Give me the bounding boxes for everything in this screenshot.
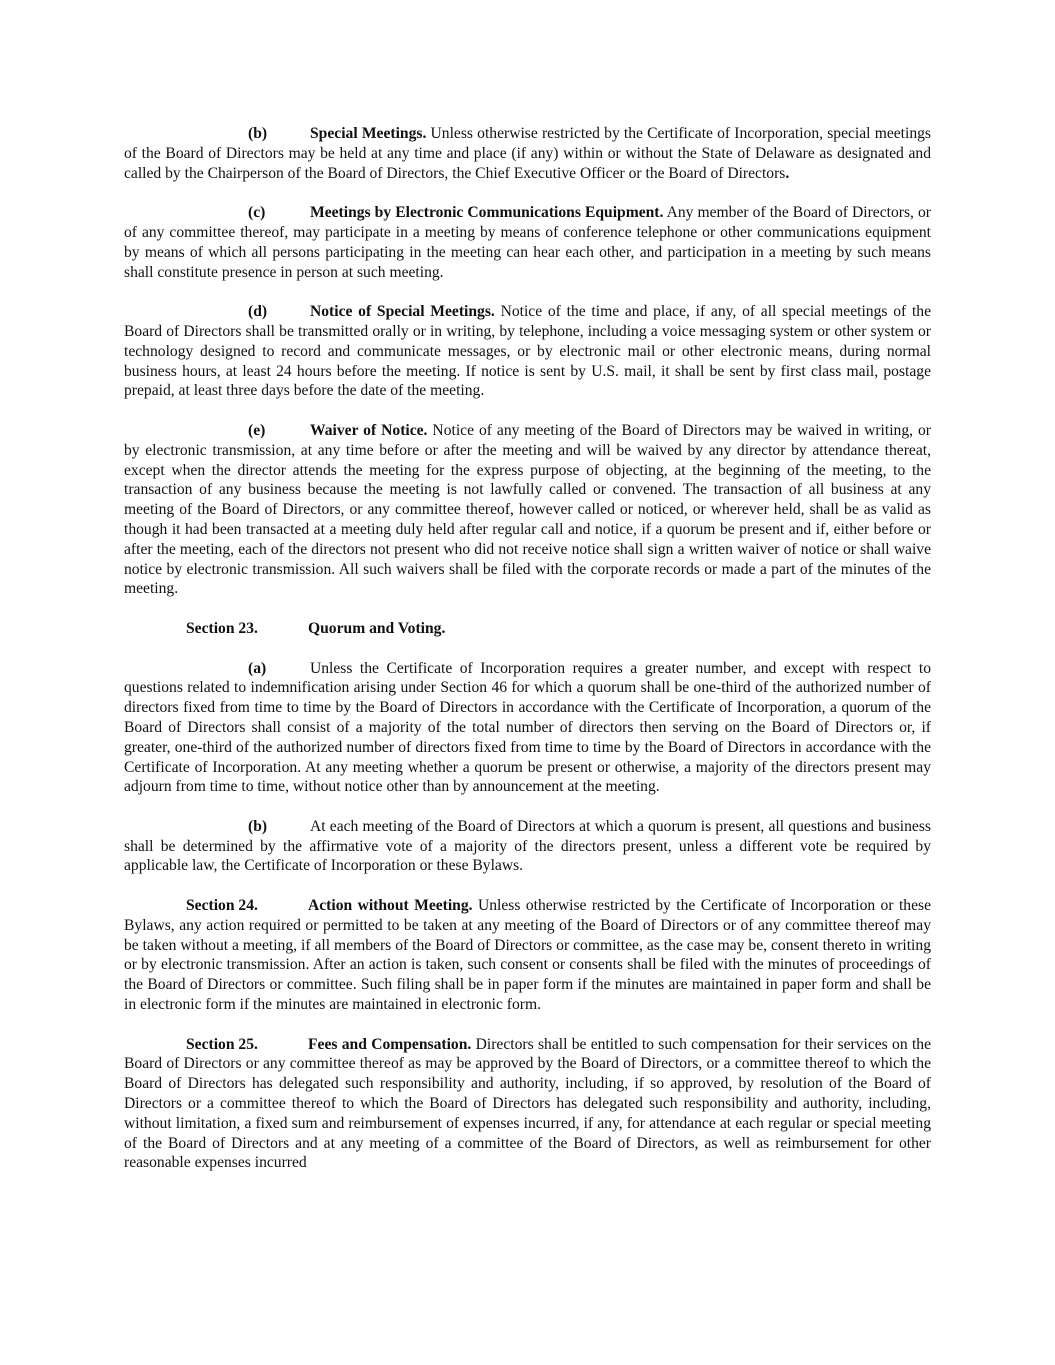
section-title: Action without Meeting. xyxy=(308,897,473,915)
paragraph-label: (d) xyxy=(248,303,268,321)
document-page xyxy=(124,124,931,1193)
paragraph-text: Any member of the Board of Directors, or of any committee thereof, may participate in a meeting by means of conference telephone or other communications equipment by means of which all persons participating in the meeting can hear each other, and participation in a meeting by such means shall constitute presence in person at such meeting. xyxy=(124,204,931,281)
paragraph-title: Notice of Special Meetings. xyxy=(310,303,495,321)
paragraph-label: (a) xyxy=(248,659,267,677)
paragraph-electronic-communications xyxy=(124,203,931,282)
paragraph-title: Special Meetings. xyxy=(310,125,427,142)
section-label: Section 23. xyxy=(186,619,258,637)
paragraph-special-meetings xyxy=(124,124,931,183)
paragraph-text: Unless otherwise restricted by the Certificate of Incorporation, special meetings of the Board of Directors may be held at any time and place (if any) within or without the State of Delaware as designated and called by the Chairperson of the Board of Directors, the Chief Executive Officer or the Board of Directors xyxy=(124,125,931,182)
section-label: Section 24. xyxy=(186,897,258,915)
paragraph-text: Unless the Certificate of Incorporation requires a greater number, and except with respect to questions related to indemnification arising under Section 46 for which a quorum shall be one-third of the authorized number of directors fixed from time to time by the Board of Directors in accordance with the Certificate of Incorporation, a quorum of the Board of Directors shall consist of a majority of the total number of directors then serving on the Board of Directors or, if greater, one-third of the authorized number of directors fixed from time to time by the Board of Directors in accordance with the Certificate of Incorporation. At any meeting whether a quorum be present or otherwise, a majority of the directors present may adjourn from time to time, without notice other than by announcement at the meeting. xyxy=(124,659,931,796)
paragraph-label: (e) xyxy=(248,421,266,439)
section-title: Fees and Compensation. xyxy=(308,1035,472,1053)
paragraph-label: (b) xyxy=(248,817,268,835)
paragraph-notice-special-meetings xyxy=(124,302,931,401)
section-action-without-meeting xyxy=(124,896,931,1015)
paragraph-label: (c) xyxy=(248,204,266,222)
paragraph-waiver-of-notice xyxy=(124,421,931,599)
paragraph-text: Directors shall be entitled to such compensation for their services on the Board of Directors or any committee thereof as may be approved by the Board of Directors, or a committee thereof to which the Board of Directors has delegated such responsibility and authority, including, if so approved, by resolution of the Board of Directors or a committee thereof to which the Board of Directors has delegated such responsibility and authority, including, without limitation, a fixed sum and reimbursement of expenses incurred, if any, for attendance at each regular or special meeting of the Board of Directors and at any meeting of a committee of the Board of Directors, as well as reimbursement for other reasonable expenses incurred xyxy=(124,1035,932,1172)
paragraph-text: Notice of the time and place, if any, of all special meetings of the Board of Directors shall be transmitted orally or in writing, by telephone, including a voice messaging system or other system or technology designed to record and communicate messages, or by electronic mail or other electronic means, during normal business hours, at least 24 hours before the meeting. If notice is sent by U.S. mail, it shall be sent by first class mail, postage prepaid, at least three days before the date of the meeting. xyxy=(124,303,931,400)
section-title: Quorum and Voting. xyxy=(308,619,446,637)
paragraph-title: Meetings by Electronic Communications Equipment. xyxy=(310,204,664,222)
paragraph-quorum-b xyxy=(124,817,931,876)
paragraph-label: (b) xyxy=(248,125,268,142)
paragraph-text: Notice of any meeting of the Board of Directors may be waived in writing, or by electronic transmission, at any time before or after the meeting and will be waived by any director by attendance thereat, except when the director attends the meeting for the express purpose of objecting, at the beginning of the meeting, to the transaction of any business because the meeting is not lawfully called or convened. The transaction of all business at any meeting of the Board of Directors, or any committee thereof, however called or noticed, or wherever held, shall be as valid as though it had been transacted at a meeting duly held after regular call and notice, if a quorum be present and if, either before or after the meeting, each of the directors not present who did not receive notice shall sign a written waiver of notice or shall waive notice by electronic transmission. All such waivers shall be filed with the corporate records or made a part of the minutes of the meeting. xyxy=(124,421,931,598)
paragraph-title: Waiver of Notice. xyxy=(310,421,428,439)
section-heading-quorum-and-voting xyxy=(124,619,931,639)
paragraph-quorum-a xyxy=(124,659,931,798)
section-label: Section 25. xyxy=(186,1035,258,1053)
paragraph-tail: . xyxy=(785,164,790,182)
section-fees-and-compensation xyxy=(124,1035,931,1174)
paragraph-text: At each meeting of the Board of Directors at which a quorum is present, all questions and business shall be determined by the affirmative vote of a majority of the directors present, unless a different vote be required by applicable law, the Certificate of Incorporation or these Bylaws. xyxy=(124,817,931,875)
paragraph-text: Unless otherwise restricted by the Certificate of Incorporation or these Bylaws, any action required or permitted to be taken at any meeting of the Board of Directors or of any committee thereof may be taken without a meeting, if all members of the Board of Directors or committee, as the case may be, consent thereto in writing or by electronic transmission. After an action is taken, such consent or consents shall be filed with the minutes of proceedings of the Board of Directors or committee. Such filing shall be in paper form if the minutes are maintained in paper form and shall be in electronic form if the minutes are maintained in electronic form. xyxy=(124,897,931,1014)
